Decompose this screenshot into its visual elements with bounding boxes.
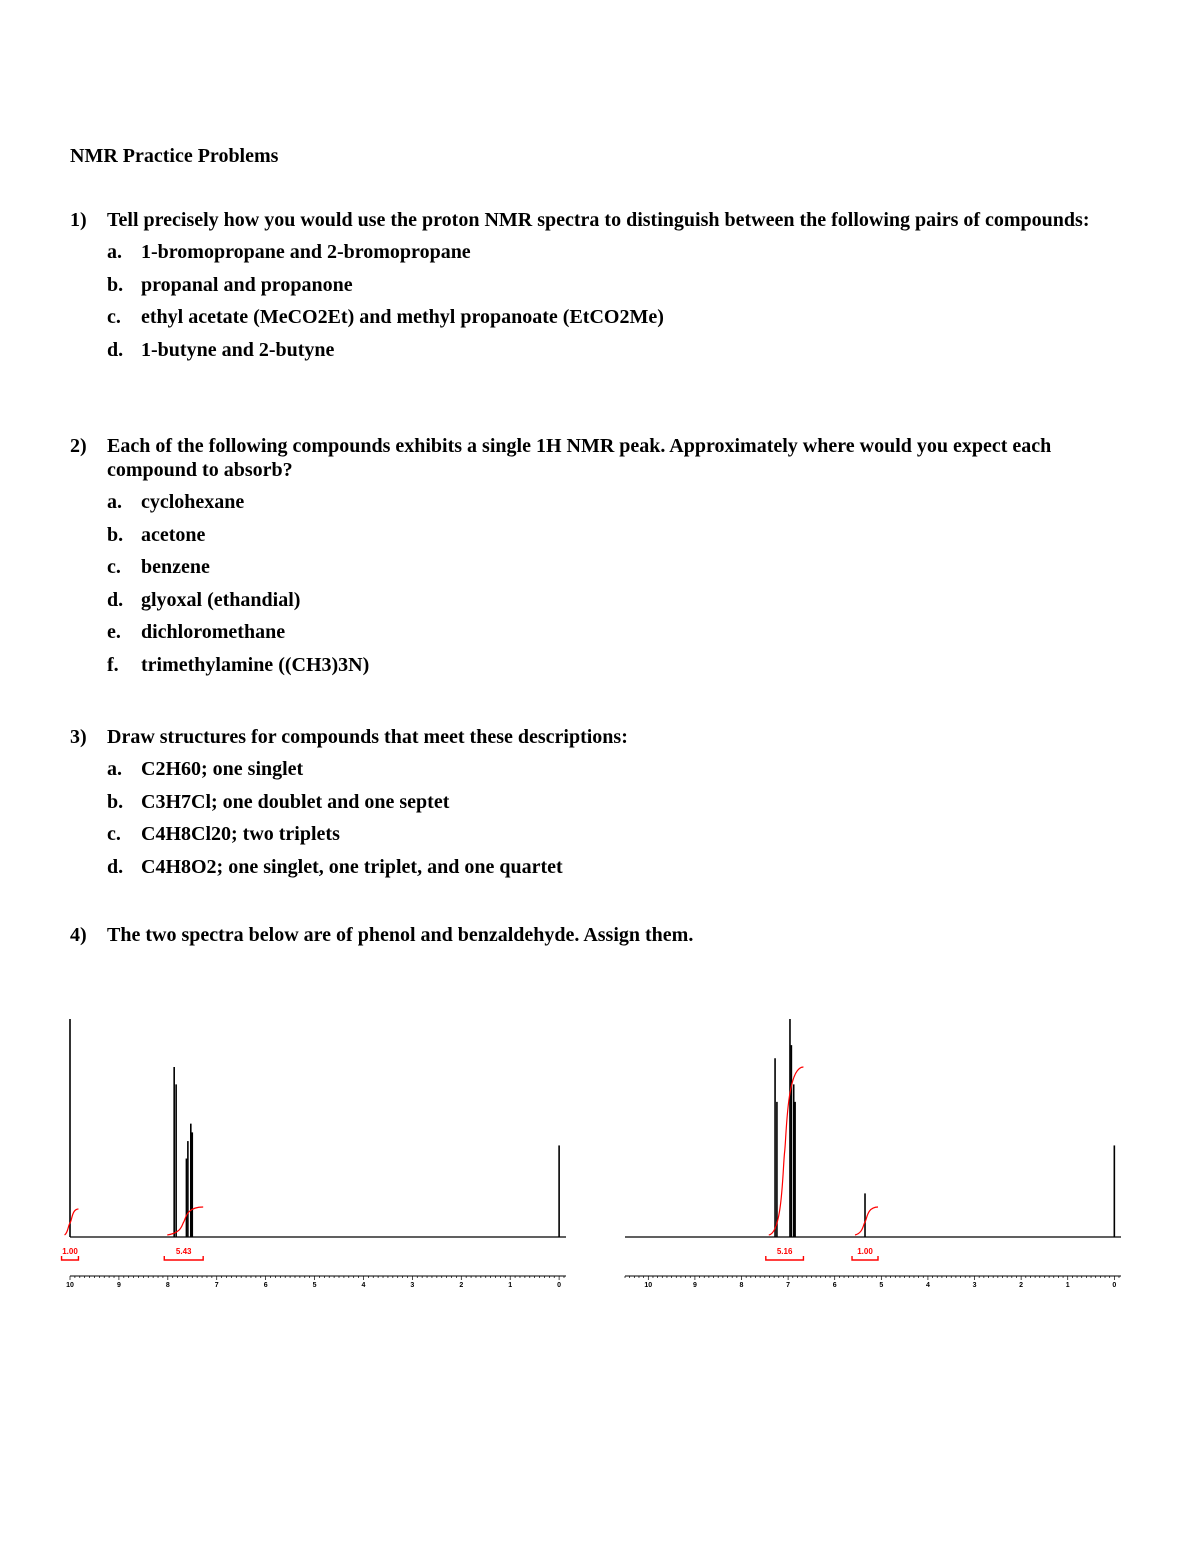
list-item [107,588,1130,621]
integral-curve [167,1207,203,1235]
question-number: 1) [70,209,87,231]
list-item [107,555,1130,588]
item-letter: a. [107,241,122,263]
item-letter: e. [107,621,121,643]
x-tick-label: 4 [361,1282,366,1289]
item-letter: d. [107,855,124,878]
list-item [107,822,1130,855]
item-letter: c. [107,556,121,578]
question-number: 3) [70,726,87,748]
list-item [107,305,1130,338]
x-tick-label: 2 [1019,1282,1024,1289]
item-letter: b. [107,790,124,813]
question-text: Draw structures for compounds that meet these descriptions: [107,726,628,748]
integral-value-label: 5.16 [776,1247,793,1256]
question-2 [70,434,1130,685]
item-text: C2H60; one singlet [141,758,304,780]
question-number: 2) [70,435,87,457]
integral-bracket [164,1256,203,1260]
x-tick-label: 2 [459,1282,464,1289]
x-tick-label: 9 [116,1282,121,1289]
answer-list [70,490,1130,685]
x-tick-label: 0 [1112,1282,1117,1289]
item-letter: c. [107,306,121,328]
answer-list [70,757,1130,887]
item-text: trimethylamine ((CH3)3N) [141,653,370,676]
item-text: acetone [141,523,206,546]
list-item [107,790,1130,823]
item-letter: a. [107,758,122,780]
list-item [107,757,1130,790]
question-text: Each of the following compounds exhibits a single 1H NMR peak. Approximately where would you expect each compound to absorb? [107,435,1052,481]
nmr-spectrum-1 [62,1010,570,1300]
integral-value-label: 1.00 [62,1247,78,1256]
integral-bracket [766,1256,804,1260]
x-tick-label: 0 [557,1282,562,1289]
x-tick-label: 7 [214,1282,219,1289]
nmr-spectrum-2 [625,1010,1125,1300]
integral-curve [769,1067,804,1235]
list-item [107,523,1130,556]
x-tick-label: 6 [263,1282,268,1289]
question-4 [70,923,1130,947]
question-number: 4) [70,924,87,946]
question-3 [70,725,1130,887]
question-text: Tell precisely how you would use the proton NMR spectra to distinguish between the following pairs of compounds: [107,209,1090,231]
integral-bracket [852,1256,878,1260]
question-text: The two spectra below are of phenol and benzaldehyde. Assign them. [107,924,694,946]
integral-value-label: 5.43 [175,1247,192,1256]
page-title: NMR Practice Problems [70,145,279,167]
x-tick-label: 8 [165,1282,170,1289]
list-item [107,240,1130,273]
list-item [107,620,1130,653]
item-text: benzene [141,556,210,578]
item-letter: b. [107,273,124,296]
item-text: cyclohexane [141,491,245,513]
item-text: C4H8Cl20; two triplets [141,823,340,845]
item-text: propanal and propanone [141,273,353,296]
answer-list [70,240,1130,370]
item-letter: d. [107,338,124,361]
integral-curve [855,1207,878,1235]
item-text: ethyl acetate (MeCO2Et) and methyl propanoate (EtCO2Me) [141,306,664,328]
x-tick-label: 5 [312,1282,317,1289]
item-text: C3H7Cl; one doublet and one septet [141,790,450,813]
spectrum-svg [62,1010,570,1300]
item-text: glyoxal (ethandial) [141,588,301,611]
x-tick-label: 5 [879,1282,884,1289]
x-tick-label: 3 [972,1282,977,1289]
x-tick-label: 4 [925,1282,930,1289]
x-tick-label: 9 [692,1282,697,1289]
item-letter: d. [107,588,124,611]
x-tick-label: 6 [832,1282,837,1289]
spectrum-svg [625,1010,1125,1300]
x-tick-label: 10 [644,1282,653,1289]
x-tick-label: 1 [508,1282,513,1289]
x-tick-label: 10 [66,1282,74,1289]
integral-bracket [62,1256,79,1260]
question-1 [70,208,1130,370]
list-item [107,653,1130,686]
item-letter: c. [107,823,121,845]
x-tick-label: 8 [739,1282,744,1289]
item-letter: f. [107,653,119,676]
item-text: C4H8O2; one singlet, one triplet, and one quartet [141,855,563,878]
list-item [107,855,1130,888]
item-letter: a. [107,491,122,513]
x-tick-label: 1 [1065,1282,1070,1289]
list-item [107,338,1130,371]
integral-value-label: 1.00 [857,1247,873,1256]
x-tick-label: 3 [410,1282,415,1289]
list-item [107,490,1130,523]
item-letter: b. [107,523,124,546]
integral-curve [65,1209,79,1235]
list-item [107,273,1130,306]
item-text: 1-butyne and 2-butyne [141,338,335,361]
item-text: 1-bromopropane and 2-bromopropane [141,241,471,263]
x-tick-label: 7 [786,1282,791,1289]
item-text: dichloromethane [141,621,286,643]
